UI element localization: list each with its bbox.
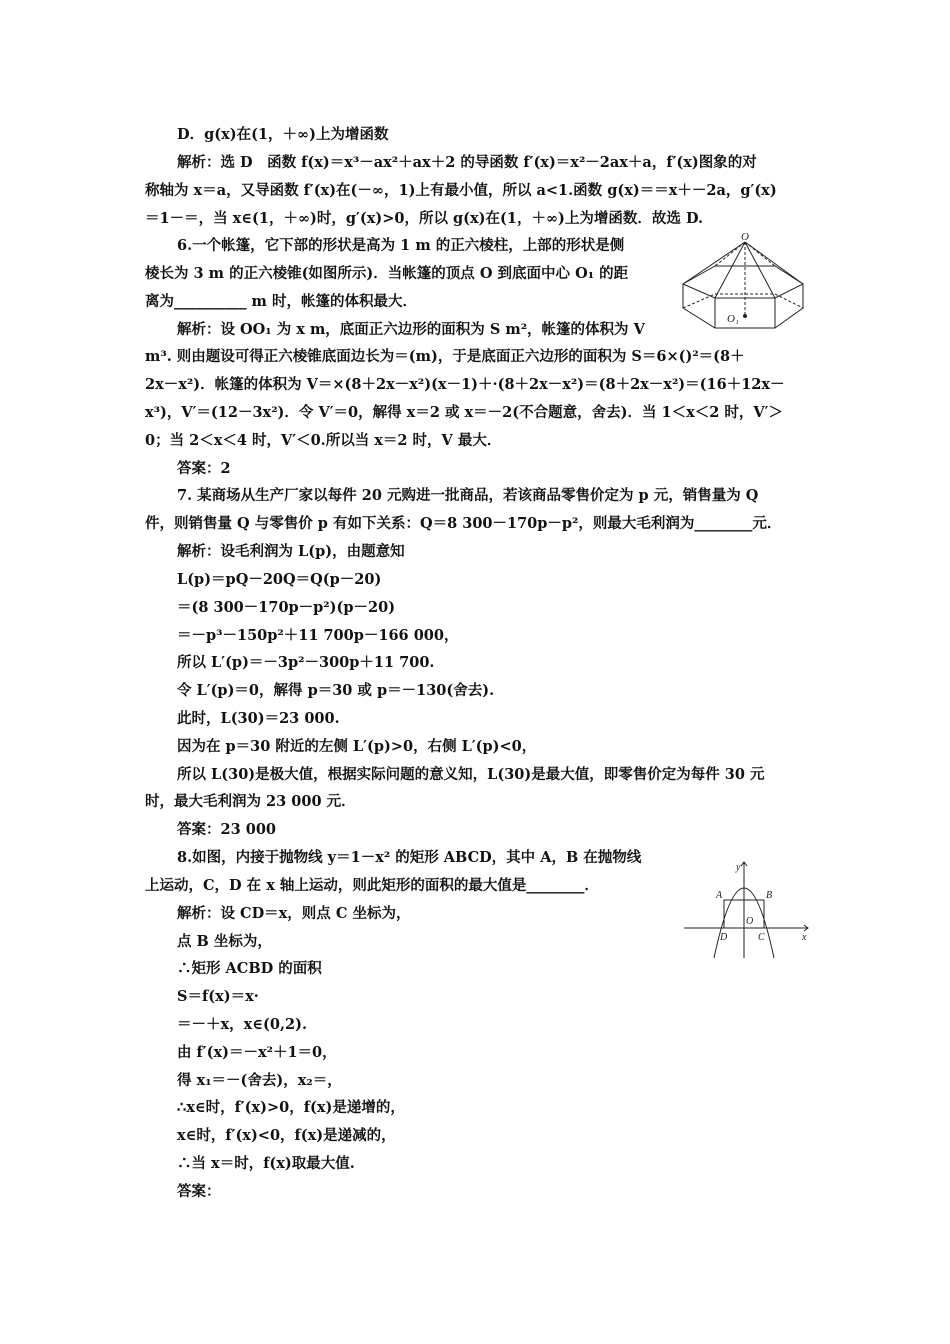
text-line: 解析：设 OO₁ 为 x m，底面正六边形的面积为 S m²，帐篷的体积为 V bbox=[177, 321, 645, 338]
text-line: 0；当 2＜x＜4 时，V′＜0.所以当 x＝2 时，V 最大． bbox=[145, 432, 502, 449]
text-line: S＝f(x)＝x· bbox=[177, 988, 259, 1005]
text-line: 解析：设毛利润为 L(p)，由题意知 bbox=[177, 543, 405, 560]
label-y: y bbox=[736, 862, 741, 873]
text-line: L(p)＝pQ－20Q＝Q(p－20) bbox=[177, 571, 382, 588]
text-line: 此时，L(30)＝23 000. bbox=[177, 710, 340, 727]
text-line: ∴矩形 ACBD 的面积 bbox=[177, 960, 322, 977]
text-line: 离为__________ m 时，帐篷的体积最大． bbox=[145, 293, 417, 310]
text-line: ＝－p³－150p²＋11 700p－166 000， bbox=[177, 627, 459, 644]
text-line: 解析：设 CD＝x，则点 C 坐标为， bbox=[177, 905, 411, 922]
text-line: 令 L′(p)＝0，解得 p＝30 或 p＝－130(舍去). bbox=[177, 682, 495, 699]
text-line: x∈时，f′(x)<0，f(x)是递减的， bbox=[177, 1127, 396, 1144]
text-line: 点 B 坐标为， bbox=[177, 933, 272, 950]
text-line: ＝(8 300－170p－p²)(p－20) bbox=[177, 599, 396, 616]
text-line: 称轴为 x＝a，又导函数 f′(x)在(－∞，1)上有最小值，所以 a<1.函数 g(x)＝＝x＋－2a，g′(x) bbox=[145, 182, 777, 199]
answer-6: 答案：2 bbox=[177, 460, 231, 477]
label-c: C bbox=[758, 932, 765, 943]
answer-8: 答案： bbox=[177, 1183, 221, 1200]
label-origin: O bbox=[746, 916, 754, 927]
tent-figure bbox=[675, 232, 810, 340]
text-line: ＝－＋x，x∈(0,2). bbox=[177, 1016, 308, 1033]
parabola-figure bbox=[680, 858, 812, 962]
option-d: D．g(x)在(1，＋∞)上为增函数 bbox=[177, 126, 389, 143]
text-line: 由 f′(x)＝－x²＋1＝0， bbox=[177, 1044, 337, 1061]
label-a: A bbox=[716, 890, 723, 901]
text-line: 棱长为 3 m 的正六棱锥(如图所示)．当帐篷的顶点 O 到底面中心 O₁ 的距 bbox=[145, 265, 629, 282]
text-line: 上运动，C，D 在 x 轴上运动，则此矩形的面积的最大值是________． bbox=[145, 877, 599, 894]
label-x: x bbox=[802, 932, 807, 943]
text-line: ＝1－＝，当 x∈(1，＋∞)时，g′(x)>0，所以 g(x)在(1，＋∞)上为增函数．故选 D. bbox=[145, 210, 704, 227]
text-line: 时，最大毛利润为 23 000 元． bbox=[145, 793, 356, 810]
text-line: 得 x₁＝－(舍去)，x₂＝， bbox=[177, 1072, 342, 1089]
label-o: O bbox=[741, 232, 749, 243]
question-7: 7. 某商场从生产厂家以每件 20 元购进一批商品，若该商品零售价定为 p 元，销售量为 Q bbox=[177, 487, 759, 504]
text-line: 2x－x²)．帐篷的体积为 V＝×(8＋2x－x²)(x－1)＋·(8＋2x－x²)＝(8＋2x－x²)＝(16＋12x－ bbox=[145, 376, 785, 393]
text-line: m³. 则由题设可得正六棱锥底面边长为＝(m)，于是底面正六边形的面积为 S＝6×()²＝(8＋ bbox=[145, 348, 745, 365]
question-8: 8.如图，内接于抛物线 y＝1－x² 的矩形 ABCD，其中 A，B 在抛物线 bbox=[177, 849, 642, 866]
text-line: ∴当 x＝时，f(x)取最大值. bbox=[177, 1155, 355, 1172]
question-6: 6.一个帐篷，它下部的形状是高为 1 m 的正六棱柱，上部的形状是侧 bbox=[177, 237, 625, 254]
text-line: 所以 L(30)是极大值，根据实际问题的意义知，L(30)是最大值，即零售价定为每件 30 元 bbox=[177, 766, 765, 783]
text-line: 所以 L′(p)＝－3p²－300p＋11 700. bbox=[177, 654, 435, 671]
label-o1: O₁ bbox=[727, 313, 739, 325]
label-d: D bbox=[720, 932, 728, 943]
label-b: B bbox=[766, 890, 773, 901]
text-line: 因为在 p＝30 附近的左侧 L′(p)>0，右侧 L′(p)<0， bbox=[177, 738, 537, 755]
text-line: ∴x∈时，f′(x)>0，f(x)是递增的， bbox=[177, 1099, 405, 1116]
text-line: 解析：选 D 函数 f(x)＝x³－ax²＋ax＋2 的导函数 f′(x)＝x²－2ax＋a，f′(x)图象的对 bbox=[177, 154, 757, 171]
answer-7: 答案：23 000 bbox=[177, 821, 276, 838]
text-line: 件，则销售量 Q 与零售价 p 有如下关系：Q＝8 300－170p－p²，则最大毛利润为________元． bbox=[145, 515, 782, 532]
text-line: x³)，V′＝(12－3x²)．令 V′＝0，解得 x＝2 或 x＝－2(不合题意，舍去)．当 1＜x＜2 时，V′＞ bbox=[145, 404, 783, 421]
